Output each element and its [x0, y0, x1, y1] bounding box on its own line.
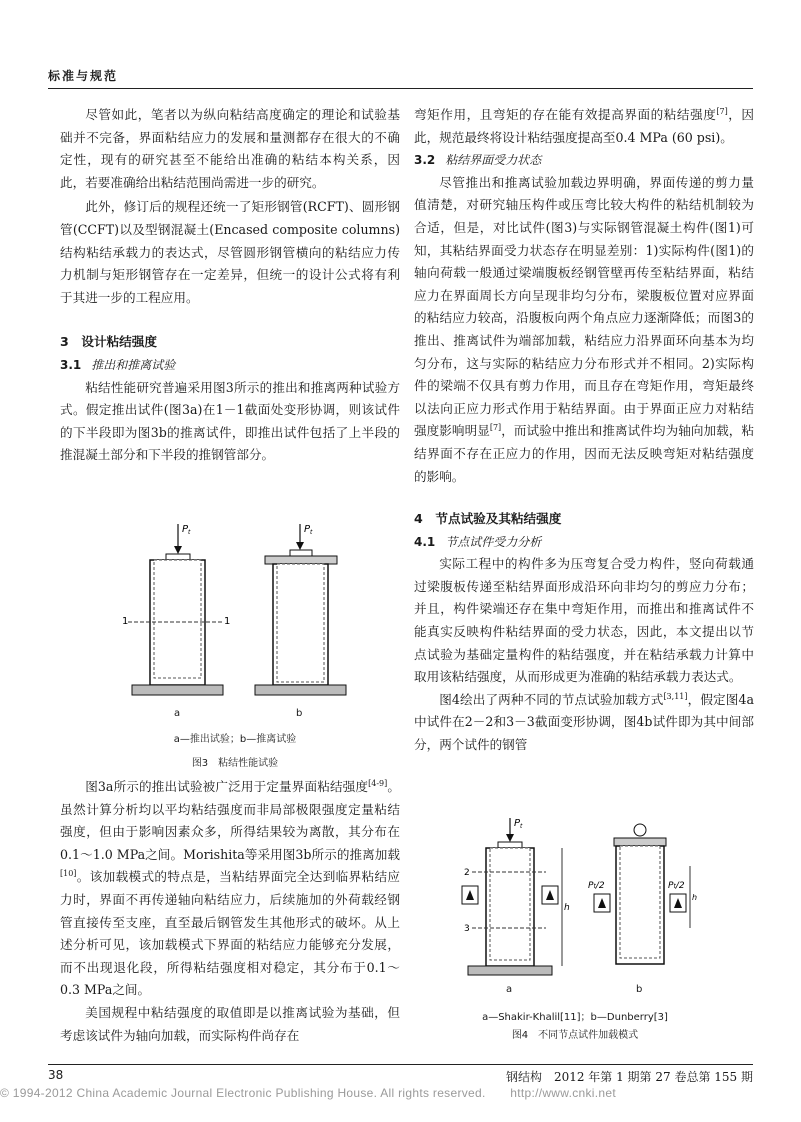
section-label: 2	[464, 868, 470, 878]
subsection-number: 3.1	[60, 357, 82, 372]
subsection-number: 3.2	[414, 153, 436, 168]
shakir-khalil-specimen	[462, 818, 570, 975]
dimension-label: h	[692, 893, 698, 902]
load-label: Pt/2	[588, 881, 605, 891]
subfigure-label-b: b	[296, 708, 303, 719]
figure-caption: 图4 不同节点试件加载模式	[511, 1030, 639, 1041]
subfigure-label-a: a	[506, 984, 513, 995]
section-heading-3: 3 设计粘结强度	[60, 334, 157, 350]
figure-3-drawing	[110, 518, 360, 698]
dunberry-specimen	[588, 824, 697, 964]
section-label: 1	[122, 616, 129, 627]
subfigure-label-a: a	[174, 708, 181, 719]
figure-4-drawing	[450, 816, 700, 981]
figure-caption: 图3 粘结性能试验	[191, 758, 279, 769]
dimension-label: h	[564, 903, 570, 913]
figure-legend: a—推出试验；b—推离试验	[173, 734, 297, 745]
paragraph: 粘结性能研究普遍采用图3所示的推出和推离两种试验方式。假定推出试件(图3a)在1－1截面处变形协调，则该试件的下半段即为图3b的推离试件，即推出试件包括了上半段的推混凝土部分和下半段的推钢管部分。	[60, 379, 400, 463]
load-label: $P_t$	[304, 524, 313, 536]
subfigure-label-b: b	[636, 984, 643, 995]
figure-legend: a—Shakir-Khalil[11]；b—Dunberry[3]	[482, 1012, 668, 1023]
figure-3	[110, 518, 360, 748]
header-rule	[48, 88, 753, 89]
figure-4	[450, 816, 700, 1016]
page-number: 38	[48, 1068, 64, 1082]
subsection-title: 节点试件受力分析	[445, 534, 542, 549]
left-column-continued	[60, 776, 400, 1047]
paragraph: 尽管推出和推离试验加载边界明确，界面传递的剪力量值清楚，对研究轴压构件或压弯比较大构件的粘结机制较为合适，但是，对比试件(图3)与实际钢管混凝土构件(图1)可知，其粘结界面受力状态存在明显差别：1)实际构件(图1)的轴向荷载一般通过梁端腹板经钢管壁再传至粘结界面，粘结应力在界面周长方向呈现非均匀分布，梁腹板位置对应界面的粘结应力较高，沿腹板向两个角点应力逐渐降低；而图3的推出、推离试件为端部加载，粘结应力沿界面环向基本为均匀分布，这与实际的粘结应力分布形式并不相同。2)实际构件的梁端不仅具有剪力作用，而且存在弯矩作用，弯矩最终以法向正应力形式作用于粘结界面。由于界面正应力对粘结强度影响明显[7]，而试验中推出和推离试件均为轴向加载，粘结界面不存在正应力的作用，因而无法反映弯矩对粘结强度的影响。	[414, 174, 754, 484]
load-label: $P_t$	[182, 524, 191, 536]
running-header: 标准与规范	[48, 69, 119, 83]
section-label: 3	[464, 924, 470, 934]
subsection-heading-3-2	[414, 149, 754, 172]
paragraph: 美国规程中粘结强度的取值即是以推离试验为基础，但考虑该试件为轴向加载，而实际构件尚存在	[60, 1004, 400, 1043]
paragraph: 实际工程中的构件多为压弯复合受力构件，竖向荷载通过梁腹板传递至粘结界面形成沿环向非均匀的剪应力分布；并且，构件梁端还存在集中弯矩作用，而推出和推离试件不能真实反映构件粘结界面的受力状态，因此，本文提出以节点试验为基础定量构件的粘结强度，并在粘结承载力计算中取用该粘结强度，从而形成更为准确的粘结承载力表达式。	[414, 556, 754, 685]
paragraph: 图3a所示的推出试验被广泛用于定量界面粘结强度[4-9]。虽然计算分析均以平均粘结强度而非局部极限强度定量粘结强度，但由于影响因素众多，所得结果较为离散，其分布在0.1～1.0 MPa之间。Morishita等采用图3b所示的推离加载[10]。该加载模式的特点是，当粘结界面完全达到临界粘结应力时，界面不再传递轴向粘结应力，后续施加的外荷载经钢管直接传至支座，直至最后钢管发生其他形式的破坏。从上述分析可见，该加载模式下界面的粘结应力能够充分发展，而不出现退化段，所得粘结强度相对稳定，其分布于0.1～0.3 MPa之间。	[60, 778, 400, 998]
paragraph: 弯矩作用，且弯矩的存在能有效提高界面的粘结强度[7]，因此，规范最终将设计粘结强度提高至0.4 MPa (60 psi)。	[414, 106, 755, 145]
footer-rule	[48, 1064, 753, 1065]
section-heading-4: 4 节点试验及其粘结强度	[414, 511, 562, 527]
subsection-heading-3-1	[60, 354, 400, 377]
push-out-specimen	[122, 524, 230, 695]
push-off-specimen	[255, 524, 346, 695]
subsection-number: 4.1	[414, 534, 436, 549]
copyright-watermark: © 1994-2012 China Academic Journal Electronic Publishing House. All rights reserved. http://www.cnki.net	[0, 1086, 616, 1100]
subsection-heading-4-1	[414, 531, 754, 554]
paragraph: 此外，修订后的规程还统一了矩形钢管(RCFT)、圆形钢管(CCFT)以及型钢混凝土(Encased composite columns)结构粘结承载力的表达式，尽管圆形钢管横向的粘结应力传力机制与矩形钢管存在一定差异，但统一的设计公式将有利于其进一步的工程应用。	[60, 199, 400, 305]
paragraph: 图4绘出了两种不同的节点试验加载方式[3,11]，假定图4a中试件在2－2和3－3截面变形协调，图4b试件即为其中间部分，两个试件的钢管	[414, 691, 754, 753]
journal-info: 钢结构 2012 年第 1 期第 27 卷总第 155 期	[505, 1070, 753, 1084]
load-label: Pt/2	[668, 881, 685, 891]
left-column	[60, 104, 400, 467]
paragraph: 尽管如此，笔者以为纵向粘结高度确定的理论和试验基础并不完备，界面粘结应力的发展和量测都存在很大的不确定性，现有的研究甚至不能给出准确的粘结本构关系，因此，若要准确给出粘结范围尚需进一步的研究。	[60, 107, 400, 190]
subsection-title: 推出和推离试验	[91, 357, 176, 372]
section-label: 1	[224, 616, 231, 627]
load-label: $P_t$	[514, 818, 523, 830]
right-column	[414, 104, 754, 757]
subsection-title: 粘结界面受力状态	[445, 153, 542, 168]
